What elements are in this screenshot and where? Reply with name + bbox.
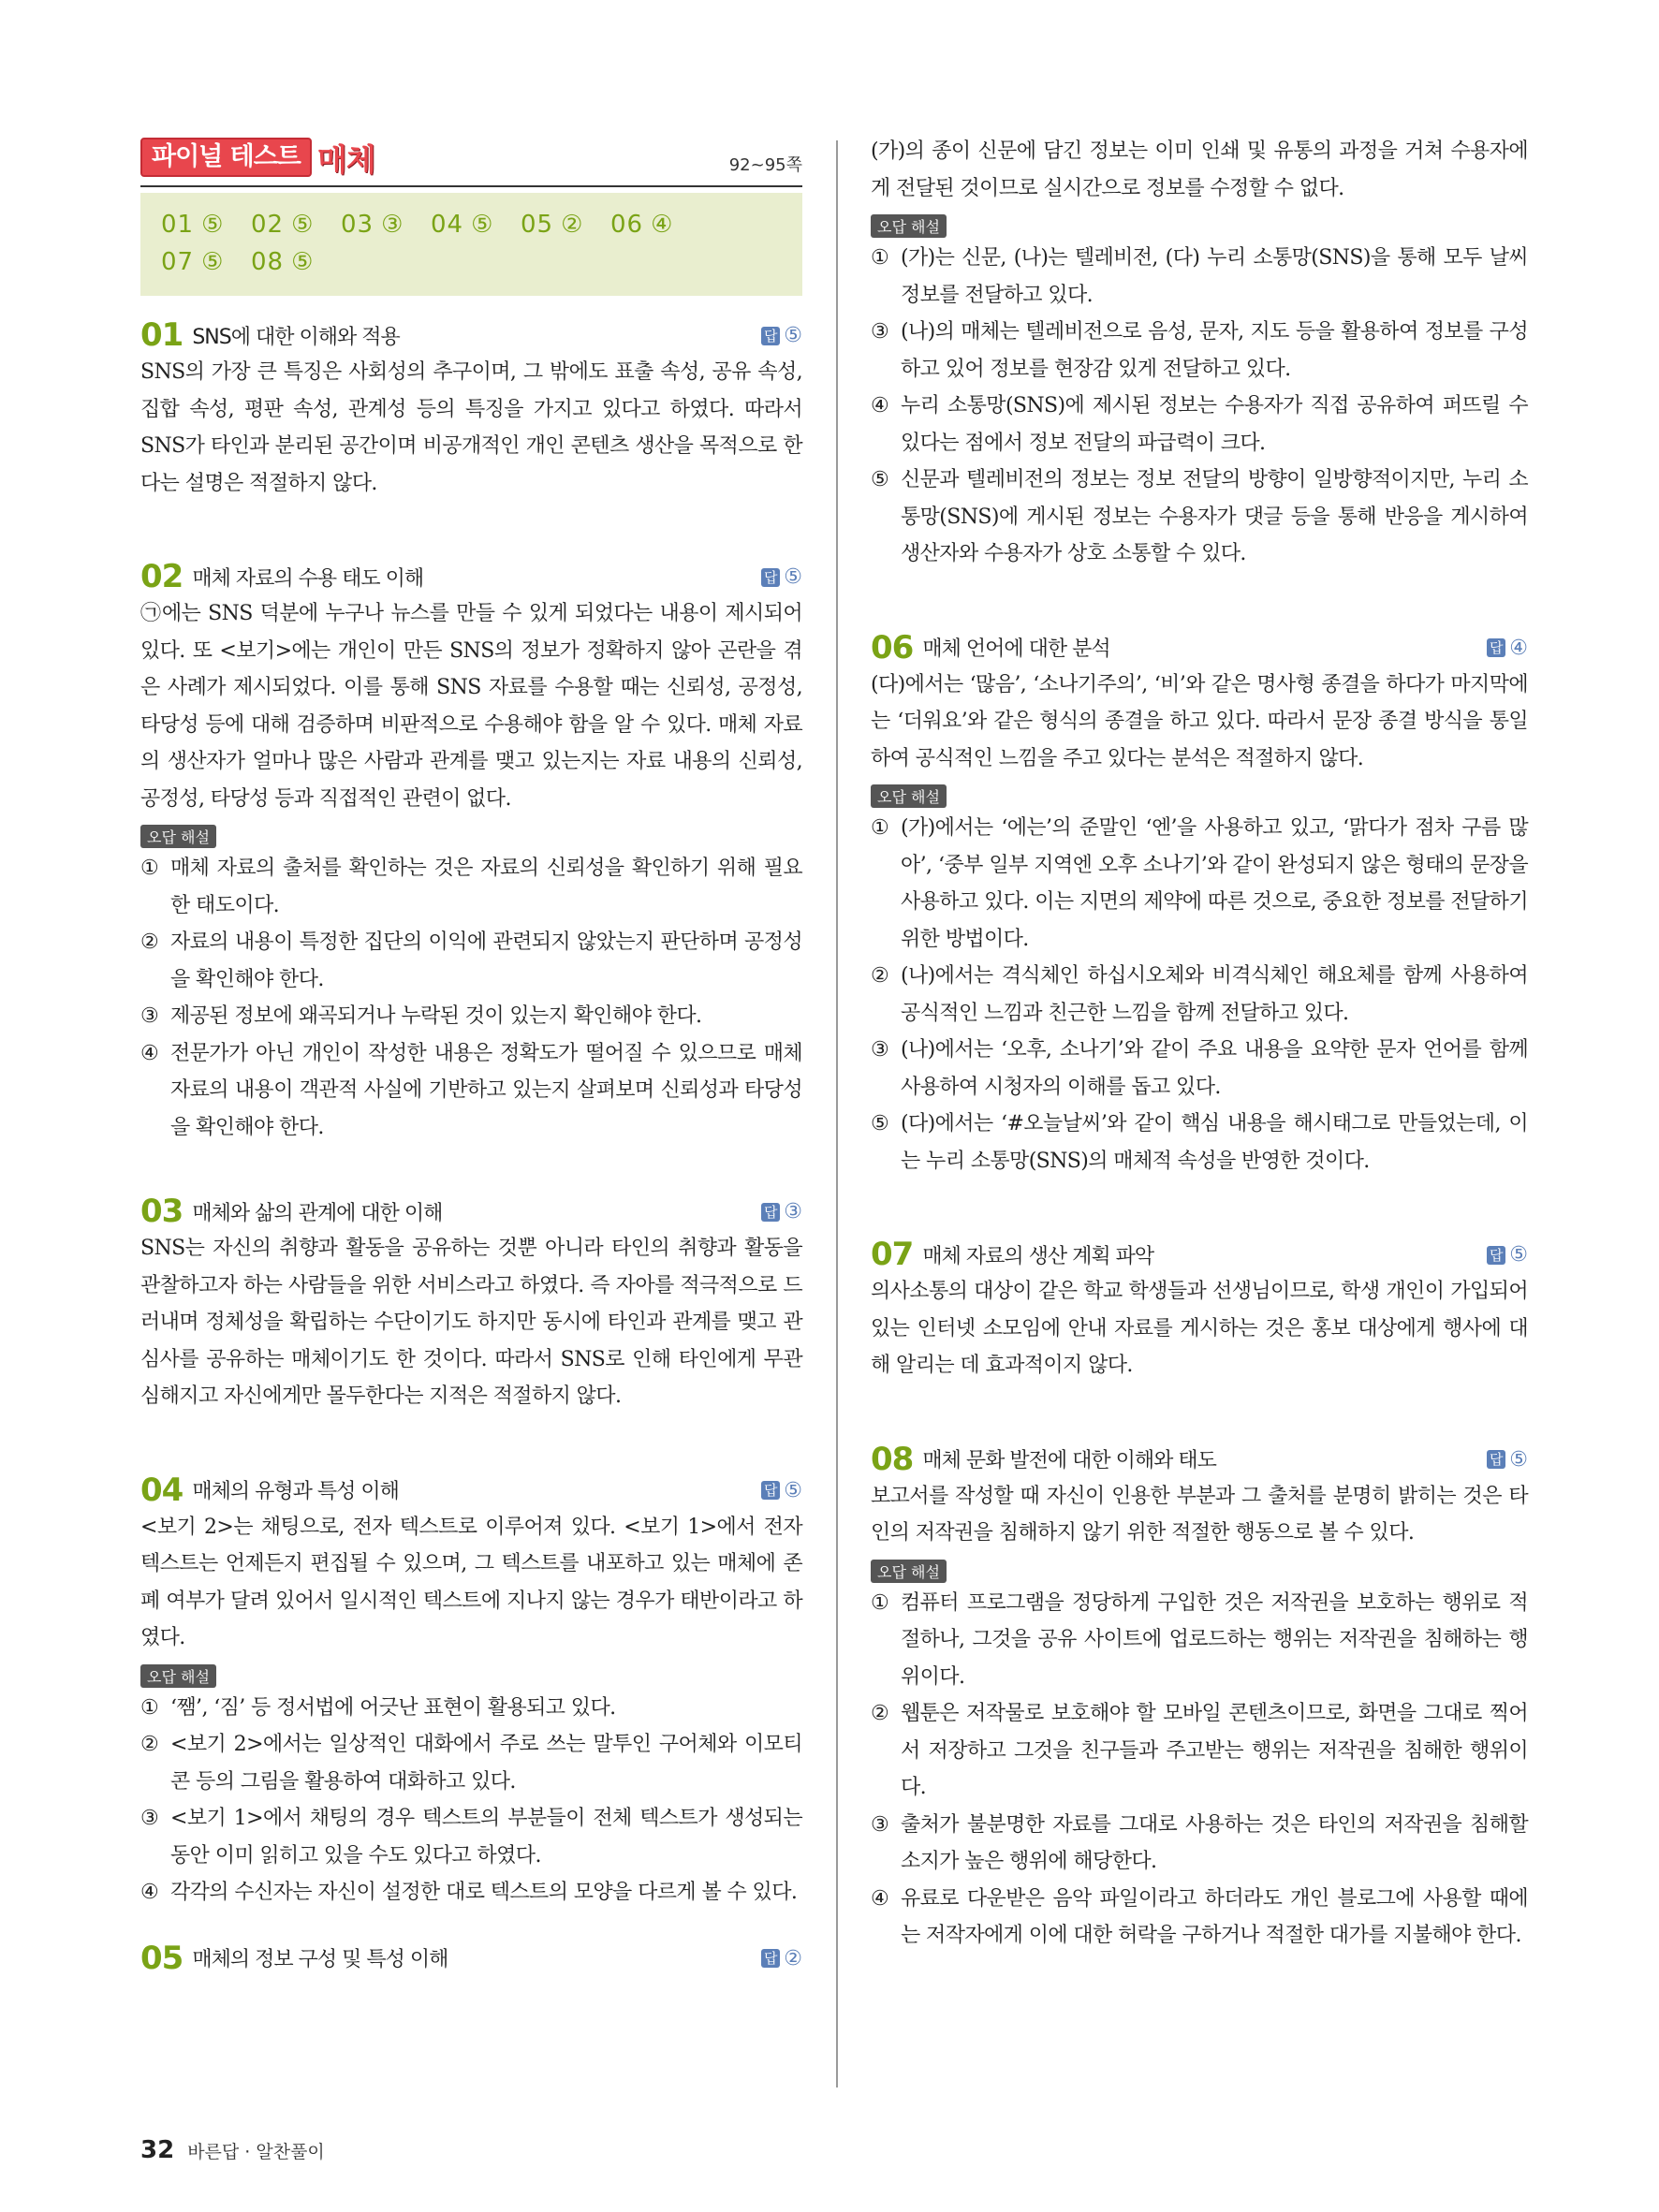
question-06: [871, 629, 1528, 1180]
column-divider: [836, 140, 838, 2087]
wrong-answer-item: [871, 810, 1528, 958]
answer-key-number: 05: [521, 211, 554, 239]
wrong-answer-item: [871, 958, 1528, 1032]
answer-key-item: [610, 206, 700, 243]
item-text: 전문가가 아닌 개인이 작성한 내용은 정확도가 떨어질 수 있으므로 매체 자료의 내용이 객관적 사실에 기반하고 있는지 살펴보며 신뢰성과 타당성을 확인해야 한다.: [170, 1041, 802, 1139]
item-text: <보기 1>에서 채팅의 경우 텍스트의 부분들이 전체 텍스트가 생성되는 동안 이미 읽히고 있을 수도 있다고 하였다.: [170, 1807, 802, 1868]
item-marker: ①: [871, 246, 889, 270]
answer-key-value: ⑤: [201, 248, 225, 276]
answer-label-icon: 답: [761, 1203, 780, 1222]
question-number: 08: [871, 1440, 914, 1478]
answer-marker: [761, 324, 802, 347]
question-title: 매체와 삶의 관계에 대한 이해: [192, 1201, 443, 1225]
final-test-badge: 파이널 테스트: [140, 138, 312, 177]
item-marker: ②: [140, 1733, 159, 1756]
section-header: [140, 139, 802, 183]
question-08: [871, 1441, 1528, 1955]
answer-label-icon: 답: [1487, 1246, 1505, 1265]
question-header: [140, 1193, 802, 1230]
answer-key-number: 03: [341, 211, 374, 239]
answer-label-icon: 답: [1487, 1450, 1505, 1469]
answer-marker: [761, 1200, 802, 1223]
item-marker: ②: [871, 1702, 889, 1725]
right-column: [871, 133, 1528, 1955]
question-04: [140, 1472, 802, 1912]
question-01: [140, 316, 802, 502]
explanation-text: 의사소통의 대상이 같은 학교 학생들과 선생님이므로, 학생 개인이 가입되어 있는 인터넷 소모임에 안내 자료를 게시하는 것은 홍보 대상에게 행사에 대해 알리는 데 효과적이지 않다.: [871, 1280, 1528, 1377]
item-marker: ③: [140, 1004, 159, 1028]
answer-label-icon: 답: [1487, 638, 1505, 657]
wrong-answer-item: [140, 1726, 802, 1800]
item-text: 제공된 정보에 왜곡되거나 누락된 것이 있는지 확인해야 한다.: [170, 1004, 702, 1028]
answer-key-item: [251, 243, 341, 281]
answer-key-number: 02: [251, 211, 285, 239]
wrong-answer-item: [871, 1106, 1528, 1179]
item-marker: ①: [140, 1695, 159, 1720]
item-marker: ③: [140, 1807, 159, 1830]
book-brand: 바른답 · 알찬풀이: [187, 2142, 325, 2162]
answer-marker: [761, 1947, 802, 1970]
media-badge: 매체: [316, 140, 375, 178]
item-marker: ⑤: [871, 468, 889, 491]
wrong-answer-list: [140, 850, 802, 1146]
wrong-answer-item: [871, 240, 1528, 314]
question-05-continued: [871, 133, 1528, 573]
explanation-text: ㉠에는 SNS 덕분에 누구나 뉴스를 만들 수 있게 되었다는 내용이 제시되어 있다. 또 <보기>에는 개인이 만든 SNS의 정보가 정확하지 않아 곤란을 겪은 사례가 제시되었다. 이를 통해 SNS 자료를 수용할 때는 신뢰성, 공정성, 타당성 등에 대해 검증하며 비판적으로 수용해야 함을 알 수 있다. 매체 자료의 생산자가 얼마나 많은 사람과 관계를 맺고 있는지는 자료 내용의 신뢰성, 공정성, 타당성 등과 직접적인 관련이 없다.: [140, 602, 802, 811]
wrong-answer-item: [871, 1032, 1528, 1106]
answer-label-icon: 답: [761, 568, 780, 587]
item-text: 출처가 불분명한 자료를 그대로 사용하는 것은 타인의 저작권을 침해할 소지가 높은 행위에 해당한다.: [901, 1812, 1528, 1873]
item-text: 신문과 텔레비전의 정보는 정보 전달의 방향이 일방향적이지만, 누리 소통망(SNS)에 게시된 정보는 수용자가 댓글 등을 통해 반응을 게시하여 생산자와 수용자가 상호 소통할 수 있다.: [901, 468, 1528, 565]
wrong-answer-item: [140, 998, 802, 1035]
answer-key-item: [521, 206, 610, 243]
wrong-answer-item: [140, 1800, 802, 1874]
question-05: [140, 1940, 802, 1977]
item-marker: ④: [871, 394, 889, 417]
item-marker: ①: [140, 857, 159, 880]
item-marker: ④: [871, 1886, 889, 1911]
item-marker: ③: [871, 320, 889, 344]
question-number: 05: [140, 1939, 184, 1977]
explanation-text: SNS의 가장 큰 특징은 사회성의 추구이며, 그 밖에도 표출 속성, 공유 속성, 집합 속성, 평판 속성, 관계성 등의 특징을 가지고 있다고 하였다. 따라서 SNS가 타인과 분리된 공간이며 비공개적인 개인 콘텐츠 생산을 목적으로 한다는 설명은 적절하지 않다.: [140, 360, 802, 495]
question-title: 매체 문화 발전에 대한 이해와 태도: [922, 1449, 1216, 1472]
answer-value: ④: [1509, 636, 1528, 660]
answer-key-box: [140, 193, 802, 296]
wrong-answer-item: [140, 1690, 802, 1727]
question-02: [140, 558, 802, 1146]
question-number: 02: [140, 558, 184, 595]
wrong-answer-item: [140, 850, 802, 924]
item-marker: ④: [140, 1881, 159, 1904]
wrong-answer-tag: 오답 해설: [140, 1664, 216, 1688]
item-text: <보기 2>에서는 일상적인 대화에서 주로 쓰는 말투인 구어체와 이모티콘 등의 그림을 활용하여 대화하고 있다.: [170, 1733, 802, 1794]
answer-key-item: [251, 206, 341, 243]
answer-key-value: ②: [561, 211, 584, 239]
wrong-answer-item: [871, 388, 1528, 461]
answer-value: ⑤: [784, 1478, 802, 1502]
answer-label-icon: 답: [761, 1949, 780, 1968]
question-03: [140, 1193, 802, 1415]
answer-key-number: 04: [431, 211, 464, 239]
question-title: 매체 언어에 대한 분석: [922, 637, 1110, 661]
answer-marker: [1487, 1243, 1528, 1267]
item-marker: ①: [871, 816, 889, 840]
answer-key-item: [431, 206, 521, 243]
wrong-answer-item: [871, 461, 1528, 573]
wrong-answer-list: [140, 1690, 802, 1912]
answer-marker: [761, 565, 802, 589]
item-marker: ②: [871, 964, 889, 988]
header-rule: [140, 185, 802, 187]
wrong-answer-list: [871, 810, 1528, 1179]
answer-value: ⑤: [1509, 1243, 1528, 1267]
item-text: (가)는 신문, (나)는 텔레비전, (다) 누리 소통망(SNS)을 통해 모두 날씨 정보를 전달하고 있다.: [901, 246, 1528, 307]
question-header: [871, 1236, 1528, 1273]
wrong-answer-item: [871, 1881, 1528, 1955]
answer-marker: [761, 1479, 802, 1502]
item-text: 자료의 내용이 특정한 집단의 이익에 관련되지 않았는지 판단하며 공정성을 확인해야 한다.: [170, 930, 802, 991]
answer-key-list: [161, 206, 784, 281]
question-number: 04: [140, 1471, 184, 1509]
answer-key-value: ⑤: [471, 211, 494, 239]
answer-key-value: ④: [651, 211, 674, 239]
item-marker: ②: [140, 930, 159, 954]
item-marker: ③: [871, 1038, 889, 1062]
wrong-answer-tag: 오답 해설: [871, 1560, 947, 1583]
answer-label-icon: 답: [761, 1481, 780, 1500]
item-text: (다)에서는 ‘#오늘날씨’와 같이 핵심 내용을 해시태그로 만들었는데, 이는 누리 소통망(SNS)의 매체적 속성을 반영한 것이다.: [901, 1112, 1528, 1173]
item-text: 유료로 다운받은 음악 파일이라고 하더라도 개인 블로그에 사용할 때에는 저작자에게 이에 대한 허락을 구하거나 적절한 대가를 지불해야 한다.: [901, 1886, 1528, 1947]
question-number: 07: [871, 1236, 914, 1273]
item-text: 누리 소통망(SNS)에 제시된 정보는 수용자가 직접 공유하여 퍼뜨릴 수 있다는 점에서 정보 전달의 파급력이 크다.: [901, 394, 1528, 455]
answer-marker: [1487, 1448, 1528, 1472]
wrong-answer-tag: 오답 해설: [871, 784, 947, 808]
answer-key-number: 01: [161, 211, 195, 239]
wrong-answer-tag: 오답 해설: [871, 214, 947, 238]
question-07: [871, 1236, 1528, 1384]
answer-key-item: [161, 243, 251, 281]
explanation-text: (다)에서는 ‘많음’, ‘소나기주의’, ‘비’와 같은 명사형 종결을 하다가 마지막에는 ‘더워요’와 같은 형식의 종결을 하고 있다. 따라서 문장 종결 방식을 통일하여 공식적인 느낌을 주고 있다는 분석은 적절하지 않다.: [871, 672, 1528, 770]
question-number: 01: [140, 316, 184, 354]
wrong-answer-item: [871, 314, 1528, 388]
question-title: 매체 자료의 생산 계획 파악: [922, 1244, 1154, 1268]
question-title: SNS에 대한 이해와 적용: [192, 325, 400, 349]
wrong-answer-item: [871, 1807, 1528, 1881]
answer-value: ⑤: [784, 565, 802, 589]
item-text: (가)에서는 ‘에는’의 준말인 ‘엔’을 사용하고 있고, ‘맑다가 점차 구름 많아’, ‘중부 일부 지역엔 오후 소나기’와 같이 완성되지 않은 형태의 문장을 사용하고 있다. 이는 지면의 제약에 따른 것으로, 중요한 정보를 전달하기 위한 방법이다.: [901, 816, 1528, 951]
wrong-answer-list: [871, 240, 1528, 573]
wrong-answer-tag: 오답 해설: [140, 825, 216, 848]
item-text: ‘쨈’, ‘짐’ 등 정서법에 어긋난 표현이 활용되고 있다.: [170, 1695, 616, 1720]
answer-value: ③: [784, 1200, 802, 1223]
item-marker: ⑤: [871, 1112, 889, 1135]
wrong-answer-item: [871, 1695, 1528, 1807]
answer-value: ②: [784, 1946, 802, 1970]
answer-key-value: ⑤: [201, 211, 225, 239]
answer-key-number: 07: [161, 248, 195, 276]
answer-key-item: [341, 206, 431, 243]
question-title: 매체의 유형과 특성 이해: [192, 1480, 399, 1503]
section-title: [140, 139, 375, 176]
explanation-text: SNS는 자신의 취향과 활동을 공유하는 것뿐 아니라 타인의 취향과 활동을 관찰하고자 하는 사람들을 위한 서비스라고 하였다. 즉 자아를 적극적으로 드러내며 정체성을 확립하는 수단이기도 하지만 동시에 타인과 관계를 맺고 관심사를 공유하는 매체이기도 한 것이다. 따라서 SNS로 인해 타인에게 무관심해지고 자신에게만 몰두한다는 지적은 적절하지 않다.: [140, 1237, 802, 1408]
question-title: 매체의 정보 구성 및 특성 이해: [192, 1948, 448, 1971]
explanation-text: 보고서를 작성할 때 자신이 인용한 부분과 그 출처를 분명히 밝히는 것은 타인의 저작권을 침해하지 않기 위한 적절한 행동으로 볼 수 있다.: [871, 1484, 1528, 1545]
item-text: (나)에서는 격식체인 하십시오체와 비격식체인 해요체를 함께 사용하여 공식적인 느낌과 친근한 느낌을 함께 전달하고 있다.: [901, 964, 1528, 1025]
item-text: 매체 자료의 출처를 확인하는 것은 자료의 신뢰성을 확인하기 위해 필요한 태도이다.: [170, 857, 802, 917]
question-header: [140, 316, 802, 354]
item-text: 웹툰은 저작물로 보호해야 할 모바일 콘텐츠이므로, 화면을 그대로 찍어서 저장하고 그것을 친구들과 주고받는 행위는 저작권을 침해한 행위이다.: [901, 1702, 1528, 1799]
question-header: [140, 1472, 802, 1509]
item-marker: ④: [140, 1041, 159, 1065]
wrong-answer-item: [140, 1035, 802, 1147]
answer-label-icon: 답: [761, 327, 780, 345]
item-text: (나)의 매체는 텔레비전으로 음성, 문자, 지도 등을 활용하여 정보를 구성하고 있어 정보를 현장감 있게 전달하고 있다.: [901, 320, 1528, 381]
item-marker: ①: [871, 1590, 889, 1615]
answer-key-value: ⑤: [291, 248, 315, 276]
page-range: 92~95쪽: [728, 155, 802, 175]
page-number: 32: [140, 2136, 175, 2164]
wrong-answer-item: [140, 924, 802, 998]
question-number: 03: [140, 1193, 184, 1230]
item-marker: ③: [871, 1812, 889, 1837]
answer-value: ⑤: [784, 324, 802, 347]
question-header: [871, 1441, 1528, 1478]
answer-key-number: 06: [610, 211, 644, 239]
wrong-answer-item: [140, 1874, 802, 1912]
item-text: 컴퓨터 프로그램을 정당하게 구입한 것은 저작권을 보호하는 행위로 적절하나, 그것을 공유 사이트에 업로드하는 행위는 저작권을 침해하는 행위이다.: [901, 1590, 1528, 1689]
answer-key-item: [161, 206, 251, 243]
answer-marker: [1487, 637, 1528, 660]
answer-key-number: 08: [251, 248, 285, 276]
answer-key-value: ⑤: [291, 211, 315, 239]
question-header: [871, 629, 1528, 667]
question-title: 매체 자료의 수용 태도 이해: [192, 566, 424, 591]
question-header: [140, 558, 802, 595]
explanation-text: (가)의 종이 신문에 담긴 정보는 이미 인쇄 및 유통의 과정을 거쳐 수용자에게 전달된 것이므로 실시간으로 정보를 수정할 수 없다.: [871, 139, 1528, 200]
item-text: (나)에서는 ‘오후, 소나기’와 같이 주요 내용을 요약한 문자 언어를 함께 사용하여 시청자의 이해를 돕고 있다.: [901, 1038, 1528, 1099]
question-header: [140, 1940, 802, 1977]
answer-key-value: ③: [381, 211, 404, 239]
page-footer: [140, 2136, 325, 2164]
left-column: [140, 139, 802, 1977]
wrong-answer-list: [871, 1585, 1528, 1955]
question-number: 06: [871, 628, 914, 667]
explanation-text: <보기 2>는 채팅으로, 전자 텍스트로 이루어져 있다. <보기 1>에서 전자 텍스트는 언제든지 편집될 수 있으며, 그 텍스트를 내포하고 있는 매체에 존폐 여부가 달려 있어서 일시적인 텍스트에 지나지 않는 경우가 태반이라고 하였다.: [140, 1515, 802, 1649]
answer-value: ⑤: [1509, 1447, 1528, 1472]
wrong-answer-item: [871, 1585, 1528, 1696]
item-text: 각각의 수신자는 자신이 설정한 대로 텍스트의 모양을 다르게 볼 수 있다.: [170, 1881, 798, 1904]
